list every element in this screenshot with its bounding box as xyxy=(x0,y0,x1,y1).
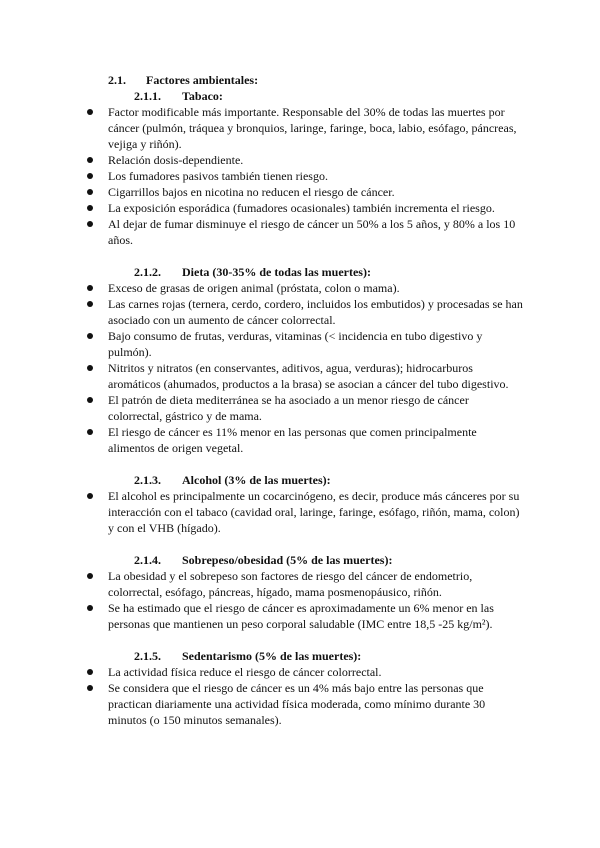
list-item-text: El alcohol es principalmente un cocarcinógeno, es decir, produce más cánceres por su interacción con el tabaco (cavidad oral, laringe, faringe, esófago, riñón, mama, colon) y con el VHB (hígado). xyxy=(108,489,520,535)
list-item-text: Cigarrillos bajos en nicotina no reducen el riesgo de cáncer. xyxy=(108,185,395,199)
list-item xyxy=(86,392,526,424)
subsection-number: 2.1.5. xyxy=(134,649,161,663)
list-item xyxy=(86,280,526,296)
list-item xyxy=(86,360,526,392)
list-item-text: Exceso de grasas de origen animal (próstata, colon o mama). xyxy=(108,281,400,295)
list-item-text: Nitritos y nitratos (en conservantes, aditivos, agua, verduras); hidrocarburos aromáticos (ahumados, productos a la brasa) se asocian a cáncer del tubo digestivo. xyxy=(108,361,509,391)
list-item xyxy=(86,152,526,168)
list-item-text: Factor modificable más importante. Responsable del 30% de todas las muertes por cáncer (pulmón, tráquea y bronquios, laringe, faringe, boca, labio, esófago, páncreas, vejiga y riñón). xyxy=(108,105,517,151)
subsection-heading xyxy=(134,552,392,568)
subsection-heading xyxy=(134,88,223,104)
bullet-list xyxy=(86,568,526,632)
list-item-text: Al dejar de fumar disminuye el riesgo de cáncer un 50% a los 5 años, y 80% a los 10 años. xyxy=(108,217,516,247)
bullet-list xyxy=(86,664,526,728)
list-item-text: La exposición esporádica (fumadores ocasionales) también incrementa el riesgo. xyxy=(108,201,495,215)
bullet-icon xyxy=(87,221,93,227)
subsection-title: Dieta (30-35% de todas las muertes): xyxy=(182,265,371,279)
bullet-icon xyxy=(87,157,93,163)
list-item-text: Se ha estimado que el riesgo de cáncer es aproximadamente un 6% menor en las personas que mantienen un peso corporal saludable (IMC entre 18,5 -25 kg/m²). xyxy=(108,601,494,631)
list-item xyxy=(86,664,526,680)
subsection-title: Sobrepeso/obesidad (5% de las muertes): xyxy=(182,553,393,567)
bullet-icon xyxy=(87,173,93,179)
list-item xyxy=(86,104,526,152)
subsection-heading xyxy=(134,472,331,488)
list-item-text: Bajo consumo de frutas, verduras, vitaminas (< incidencia en tubo digestivo y pulmón). xyxy=(108,329,483,359)
list-item xyxy=(86,200,526,216)
list-item xyxy=(86,424,526,456)
bullet-icon xyxy=(87,285,93,291)
list-item-text: La obesidad y el sobrepeso son factores de riesgo del cáncer de endometrio, colorrectal, esófago, páncreas, hígado, mama posmenopáusico, riñón. xyxy=(108,569,473,599)
subsection-heading xyxy=(134,648,361,664)
list-item xyxy=(86,296,526,328)
subsection-number: 2.1.1. xyxy=(134,89,161,103)
section-heading xyxy=(108,72,258,88)
list-item-text: El patrón de dieta mediterránea se ha asociado a un menor riesgo de cáncer colorrectal, gástrico y de mama. xyxy=(108,393,469,423)
bullet-icon xyxy=(87,333,93,339)
list-item-text: Relación dosis-dependiente. xyxy=(108,153,244,167)
bullet-icon xyxy=(87,669,93,675)
list-item xyxy=(86,168,526,184)
list-item-text: Las carnes rojas (ternera, cerdo, cordero, incluidos los embutidos) y procesadas se han asociado con un aumento de cáncer colorrectal. xyxy=(108,297,523,327)
list-item xyxy=(86,568,526,600)
bullet-icon xyxy=(87,493,93,499)
bullet-icon xyxy=(87,301,93,307)
list-item-text: Se considera que el riesgo de cáncer es un 4% más bajo entre las personas que practican diariamente una actividad física moderada, como mínimo durante 30 minutos (o 150 minutos semanales). xyxy=(108,681,486,727)
subsection-number: 2.1.3. xyxy=(134,473,161,487)
subsection-number: 2.1.4. xyxy=(134,553,161,567)
list-item xyxy=(86,216,526,248)
subsection-title: Tabaco: xyxy=(182,89,223,103)
list-item-text: La actividad física reduce el riesgo de cáncer colorrectal. xyxy=(108,665,382,679)
section-title: Factores ambientales: xyxy=(146,73,259,87)
bullet-icon xyxy=(87,605,93,611)
subsection-number: 2.1.2. xyxy=(134,265,161,279)
bullet-icon xyxy=(87,109,93,115)
bullet-list xyxy=(86,104,526,248)
bullet-icon xyxy=(87,573,93,579)
bullet-list xyxy=(86,488,526,536)
list-item xyxy=(86,680,526,728)
list-item-text: Los fumadores pasivos también tienen riesgo. xyxy=(108,169,328,183)
bullet-list xyxy=(86,280,526,456)
bullet-icon xyxy=(87,365,93,371)
bullet-icon xyxy=(87,189,93,195)
list-item xyxy=(86,488,526,536)
list-item xyxy=(86,328,526,360)
bullet-icon xyxy=(87,685,93,691)
bullet-icon xyxy=(87,429,93,435)
list-item-text: El riesgo de cáncer es 11% menor en las personas que comen principalmente alimentos de origen vegetal. xyxy=(108,425,477,455)
list-item xyxy=(86,600,526,632)
list-item xyxy=(86,184,526,200)
bullet-icon xyxy=(87,397,93,403)
subsection-heading xyxy=(134,264,371,280)
subsection-title: Alcohol (3% de las muertes): xyxy=(182,473,331,487)
bullet-icon xyxy=(87,205,93,211)
section-number: 2.1. xyxy=(108,73,126,87)
subsection-title: Sedentarismo (5% de las muertes): xyxy=(182,649,362,663)
